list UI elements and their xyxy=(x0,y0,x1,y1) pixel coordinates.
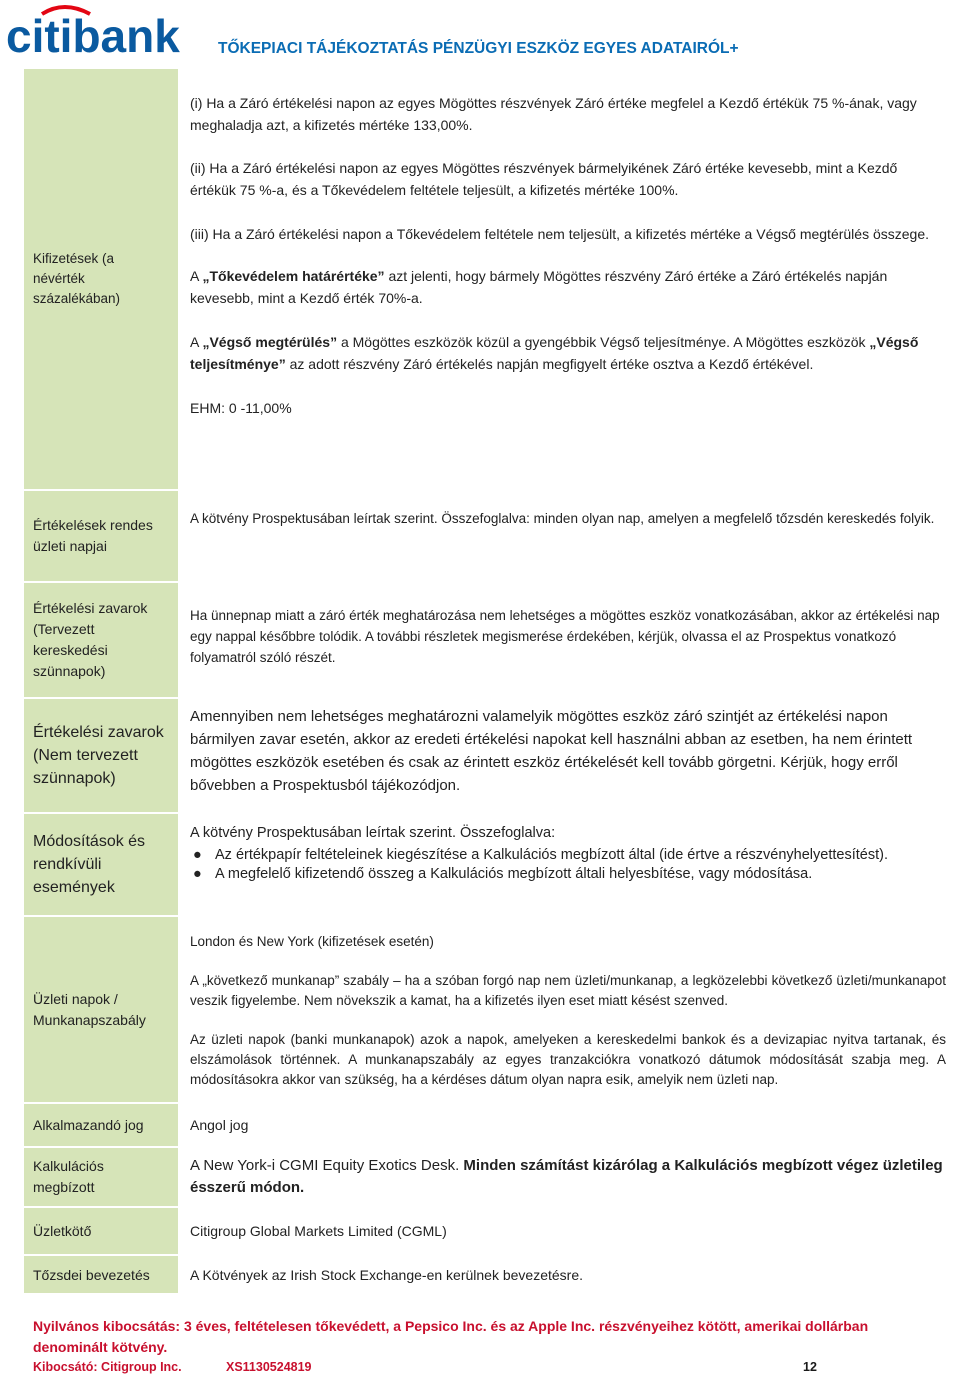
list-item: ● A megfelelő kifizetendő összeg a Kalkulációs megbízott általi helyesbítése, vagy módosítása. xyxy=(193,866,813,882)
row-label: Kalkulációs megbízott xyxy=(24,1148,178,1206)
adjustments-list xyxy=(190,846,946,884)
table-row-payouts xyxy=(24,69,956,489)
payout-case-2: (ii) Ha a Záró értékelési napon az egyes Mögöttes részvények bármelyikének Záró értéke kevesebb, mint a Kezdő értékük 75 %-a, és a Tőkevédelem feltétele teljesült, a kifizetés mértéke 100%. xyxy=(190,160,898,198)
citibank-logo xyxy=(4,2,214,62)
row-content: Amennyiben nem lehetséges meghatározni valamelyik mögöttes eszköz záró szintjét az értékelési napon bármilyen zavar esetén, akkor az eredeti értékelési napokat kell használni abban az esetben, ha nem érintett mögöttes eszközök esetében és csak az érintett eszköz értékelését kell tovább görgetni. Kérjük, hogy erről bővebben a Prospektusból tájékozódjon. xyxy=(178,699,956,812)
payout-case-1: (i) Ha a Záró értékelési napon az egyes Mögöttes részvények Záró értéke megfelel a Kezdő értékük 75 %-ának, vagy meghaladja azt, a kifizetés mértéke 133,00%. xyxy=(190,95,917,133)
row-label: Kifizetések (a névérték százalékában) xyxy=(24,69,178,489)
row-content: Angol jog xyxy=(178,1104,956,1146)
footer-issuer: Kibocsátó: Citigroup Inc. xyxy=(33,1360,182,1374)
table-row-dealer xyxy=(24,1208,956,1254)
bullet-icon: ● xyxy=(193,847,202,863)
bullet-icon: ● xyxy=(193,866,202,882)
footer-offer-description: Nyilvános kibocsátás: 3 éves, feltételesen tőkevédett, a Pepsico Inc. és az Apple Inc. részvényeihez kötött, amerikai dollárban denominált kötvény. xyxy=(33,1318,869,1355)
svg-text:citibank: citibank xyxy=(6,10,180,62)
table-row-disruption-unplanned xyxy=(24,699,956,812)
adjustments-intro: A kötvény Prospektusában leírtak szerint. Összefoglalva: xyxy=(190,825,556,841)
list-item: ● Az értékpapír feltételeinek kiegészítése a Kalkulációs megbízott által (ide értve a részvényhelyettesítést). xyxy=(193,847,888,863)
row-content: A Kötvények az Irish Stock Exchange-en kerülnek bevezetésre. xyxy=(178,1256,956,1293)
table-row-business-day-rule xyxy=(24,917,956,1102)
row-label: Értékelési zavarok (Nem tervezett szünnapok) xyxy=(24,699,178,812)
page-number: 12 xyxy=(803,1360,817,1374)
following-day-rule: A „következő munkanap” szabály – ha a szóban forgó nap nem üzleti/munkanap, a legközelebbi következő üzleti/munkanapot veszik figyelembe. Nem növekszik a kamat, ha a kifizetés ilyen eset miatt késést szenved. xyxy=(190,973,946,1008)
table-row-law xyxy=(24,1104,956,1146)
row-content: Ha ünnepnap miatt a záró érték meghatározása nem lehetséges a mögöttes eszköz vonatkozásában, akkor az értékelési nap egy nappal későbbre tolódik. A további részletek megismerése érdekében, kérjük, olvassa el az Prospektus vonatkozó folyamatról szóló részét. xyxy=(178,583,956,697)
row-content: A kötvény Prospektusában leírtak szerint. Összefoglalva: minden olyan nap, amelyen a megfelelő tőzsdén kereskedés folyik. xyxy=(178,491,956,581)
row-content xyxy=(178,917,956,1102)
row-content: Citigroup Global Markets Limited (CGML) xyxy=(178,1208,956,1254)
final-return-definition: A „Végső megtérülés” a Mögöttes eszközök közül a gyengébbik Végső teljesítménye. A Mögöttes eszközök „Végső teljesítménye” az adott részvény Záró értékelés napján megfigyelt értéke osztva a Kezdő értékével. xyxy=(190,334,919,372)
table-row-business-days xyxy=(24,491,956,581)
payout-case-3: (iii) Ha a Záró értékelési napon a Tőkevédelem feltétele nem teljesült, a kifizetés mértéke a Végső megtérülés összege. xyxy=(190,226,929,242)
table-row-adjustments xyxy=(24,814,956,915)
page-header xyxy=(0,0,960,70)
row-label: Üzletkötő xyxy=(24,1208,178,1254)
row-label: Üzleti napok / Munkanapszabály xyxy=(24,917,178,1102)
row-label: Módosítások és rendkívüli események xyxy=(24,814,178,915)
row-content xyxy=(178,814,956,915)
footer-isin: XS1130524819 xyxy=(226,1360,312,1374)
business-day-definition: Az üzleti napok (banki munkanapok) azok a napok, amelyeken a kereskedelmi bankok és a devizapiac nyitva tartanak, és elszámolások történnek. A munkanapszabály az egyes tranzakciókra vonatkozó dátumok módosítását szabja meg. A módosításokra akkor van szükség, ha a kérdéses dátum olyan napra esik, amelyik nem üzleti nap. xyxy=(190,1032,946,1087)
payment-centers: London és New York (kifizetések esetén) xyxy=(190,934,434,949)
row-label: Alkalmazandó jog xyxy=(24,1104,178,1146)
capital-protection-threshold: A „Tőkevédelem határértéke” azt jelenti, hogy bármely Mögöttes részvény Záró értéke a Záró értékelés napján kevesebb, mint a Kezdő érték 70%-a. xyxy=(190,268,888,306)
row-content xyxy=(178,69,956,489)
table-row-listing xyxy=(24,1256,956,1293)
row-label: Tőzsdei bevezetés xyxy=(24,1256,178,1293)
table-row-calc-agent xyxy=(24,1148,956,1206)
document-title: TŐKEPIACI TÁJÉKOZTATÁS PÉNZÜGYI ESZKÖZ EGYES ADATAIRÓL+ xyxy=(218,40,739,57)
ehm-value: EHM: 0 -11,00% xyxy=(190,400,292,416)
row-content: A New York-i CGMI Equity Exotics Desk. Minden számítást kizárólag a Kalkulációs megbízott végez üzletileg ésszerű módon. xyxy=(178,1148,956,1206)
row-label: Értékelések rendes üzleti napjai xyxy=(24,491,178,581)
table-row-disruption-planned xyxy=(24,583,956,697)
row-label: Értékelési zavarok (Tervezett kereskedési szünnapok) xyxy=(24,583,178,697)
